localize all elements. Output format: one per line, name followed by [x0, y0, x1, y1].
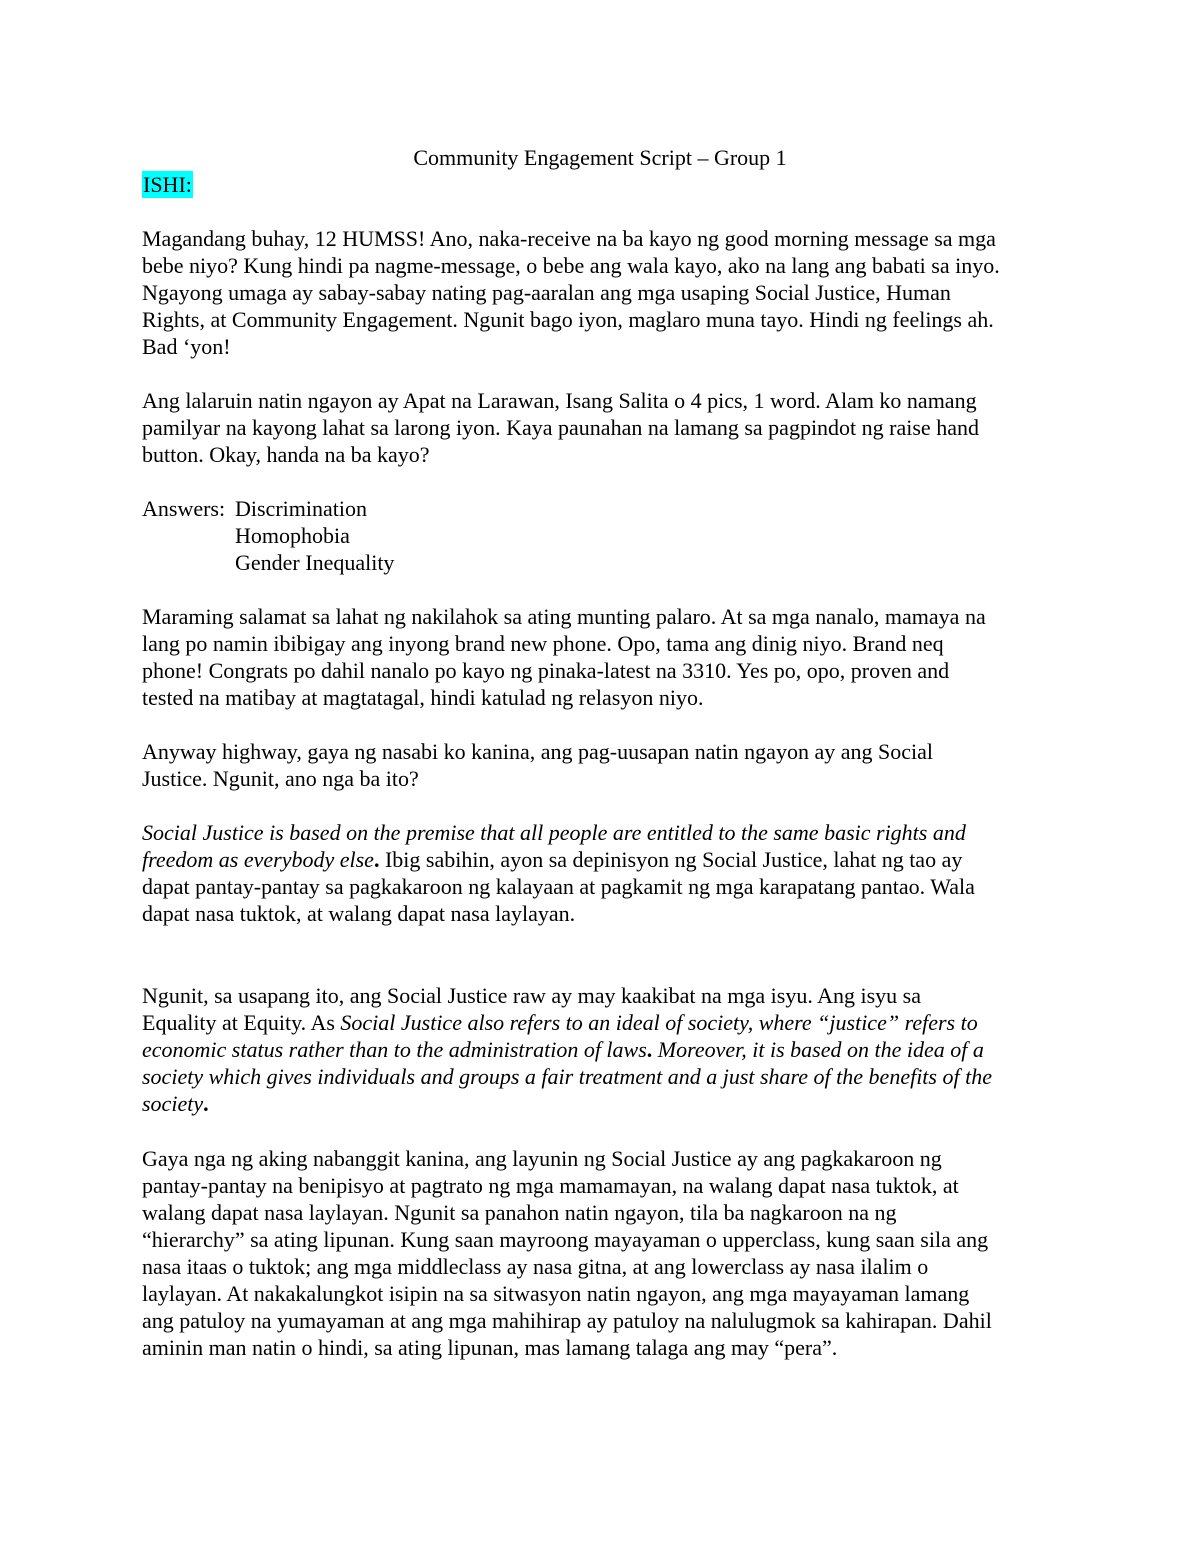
document-title: Community Engagement Script – Group 1 [413, 145, 787, 170]
text-line: nasa itaas o tuktok; ang mga middleclass ay nasa gitna, at ang lowerclass ay nasa ilalim o [142, 1254, 929, 1279]
text-line [142, 1036, 1062, 1063]
italic-text: freedom as everybody else [142, 847, 374, 872]
answers-list [142, 495, 1062, 576]
text-line: Ang lalaruin natin ngayon ay Apat na Larawan, Isang Salita o 4 pics, 1 word. Alam ko namang [142, 388, 977, 413]
paragraph-greeting [142, 225, 1062, 360]
text-line: dapat nasa tuktok, at walang dapat nasa laylayan. [142, 901, 576, 926]
bold-text: . [646, 1037, 653, 1062]
text-line: Maraming salamat sa lahat ng nakilahok sa ating munting palaro. At sa mga nanalo, mamaya na [142, 604, 986, 629]
answer-indent [142, 522, 235, 549]
answers-label: Answers: [142, 496, 226, 521]
paragraph-definition [142, 819, 1062, 927]
plain-text: Equality at Equity. As [142, 1010, 341, 1035]
text-line [142, 819, 1062, 846]
text-line: button. Okay, handa na ba kayo? [142, 442, 430, 467]
text-line: laylayan. At nakakalungkot isipin na sa sitwasyon natin ngayon, ang mga mayayaman lamang [142, 1281, 970, 1306]
text-line: pamilyar na kayong lahat sa larong iyon. Kaya paunahan na lamang sa pagpindot ng raise hand [142, 415, 979, 440]
plain-text: Ibig sabihin, ayon sa depinisyon ng Social Justice, lahat ng tao ay [379, 847, 963, 872]
text-line: lang po namin ibibigay ang inyong brand new phone. Opo, tama ang dinig niyo. Brand neq [142, 631, 944, 656]
paragraph-transition [142, 738, 1062, 792]
answer-indent [142, 549, 235, 576]
text-line [142, 1063, 1062, 1090]
paragraph-game-intro [142, 387, 1062, 468]
text-line [142, 1090, 1062, 1117]
italic-text: Social Justice is based on the premise that all people are entitled to the same basic rights and [142, 820, 966, 845]
text-line: Ngayong umaga ay sabay-sabay nating pag-aaralan ang mga usaping Social Justice, Human [142, 280, 951, 305]
answer-row [142, 495, 1062, 522]
text-line: aminin man natin o hindi, sa ating lipunan, mas lamang talaga ang may “pera”. [142, 1335, 838, 1360]
paragraph-issues [142, 982, 1062, 1117]
bold-text: . [203, 1091, 209, 1116]
italic-text: Moreover, it is based on the idea of a [652, 1037, 984, 1062]
answer-item: Discrimination [235, 496, 367, 521]
paragraph-thanks [142, 603, 1062, 711]
text-line: ang patuloy na yumayaman at ang mga mahihirap ay patuloy na nalulugmok sa kahirapan. Dahil [142, 1308, 992, 1333]
text-line: Gaya nga ng aking nabanggit kanina, ang layunin ng Social Justice ay ang pagkakaroon ng [142, 1146, 942, 1171]
text-line: walang dapat nasa laylayan. Ngunit sa panahon natin ngayon, tila ba nagkaroon na ng [142, 1200, 897, 1225]
text-line: Magandang buhay, 12 HUMSS! Ano, naka-receive na ba kayo ng good morning message sa mga [142, 226, 996, 251]
text-line [142, 846, 1062, 873]
text-line: dapat pantay-pantay sa pagkakaroon ng kalayaan at pagkamit ng mga karapatang pantao. Wala [142, 874, 975, 899]
answer-row [142, 549, 1062, 576]
answer-item: Gender Inequality [235, 550, 395, 575]
answer-row [142, 522, 1062, 549]
speaker-label-highlighted: ISHI: [143, 172, 192, 197]
text-line: Justice. Ngunit, ano nga ba ito? [142, 766, 419, 791]
text-line: phone! Congrats po dahil nanalo po kayo ng pinaka-latest na 3310. Yes po, opo, proven and [142, 658, 950, 683]
italic-text: society [142, 1091, 204, 1116]
text-line: Anyway highway, gaya ng nasabi ko kanina, ang pag-uusapan natin ngayon ay ang Social [142, 739, 933, 764]
text-line: “hierarchy” sa ating lipunan. Kung saan mayroong mayayaman o upperclass, kung saan sila ang [142, 1227, 989, 1252]
italic-text: economic status rather than to the administration of laws [142, 1037, 647, 1062]
paragraph-hierarchy [142, 1145, 1062, 1361]
bold-text: . [373, 847, 380, 872]
text-line: Bad ‘yon! [142, 334, 231, 359]
text-line [142, 1009, 1062, 1036]
text-line: pantay-pantay na benipisyo at pagtrato ng mga mamamayan, na walang dapat nasa tuktok, at [142, 1173, 959, 1198]
text-line: Rights, at Community Engagement. Ngunit bago iyon, maglaro muna tayo. Hindi ng feelings ah. [142, 307, 994, 332]
text-line: tested na matibay at magtatagal, hindi katulad ng relasyon niyo. [142, 685, 704, 710]
text-line: Ngunit, sa usapang ito, ang Social Justice raw ay may kaakibat na mga isyu. Ang isyu sa [142, 983, 922, 1008]
italic-text: society which gives individuals and groups a fair treatment and a just share of the benefits of the [142, 1064, 992, 1089]
answer-item: Homophobia [235, 523, 350, 548]
italic-text: Social Justice also refers to an ideal of society, where “justice” refers to [340, 1010, 978, 1035]
text-line: bebe niyo? Kung hindi pa nagme-message, o bebe ang wala kayo, ako na lang ang babati sa inyo. [142, 253, 1000, 278]
